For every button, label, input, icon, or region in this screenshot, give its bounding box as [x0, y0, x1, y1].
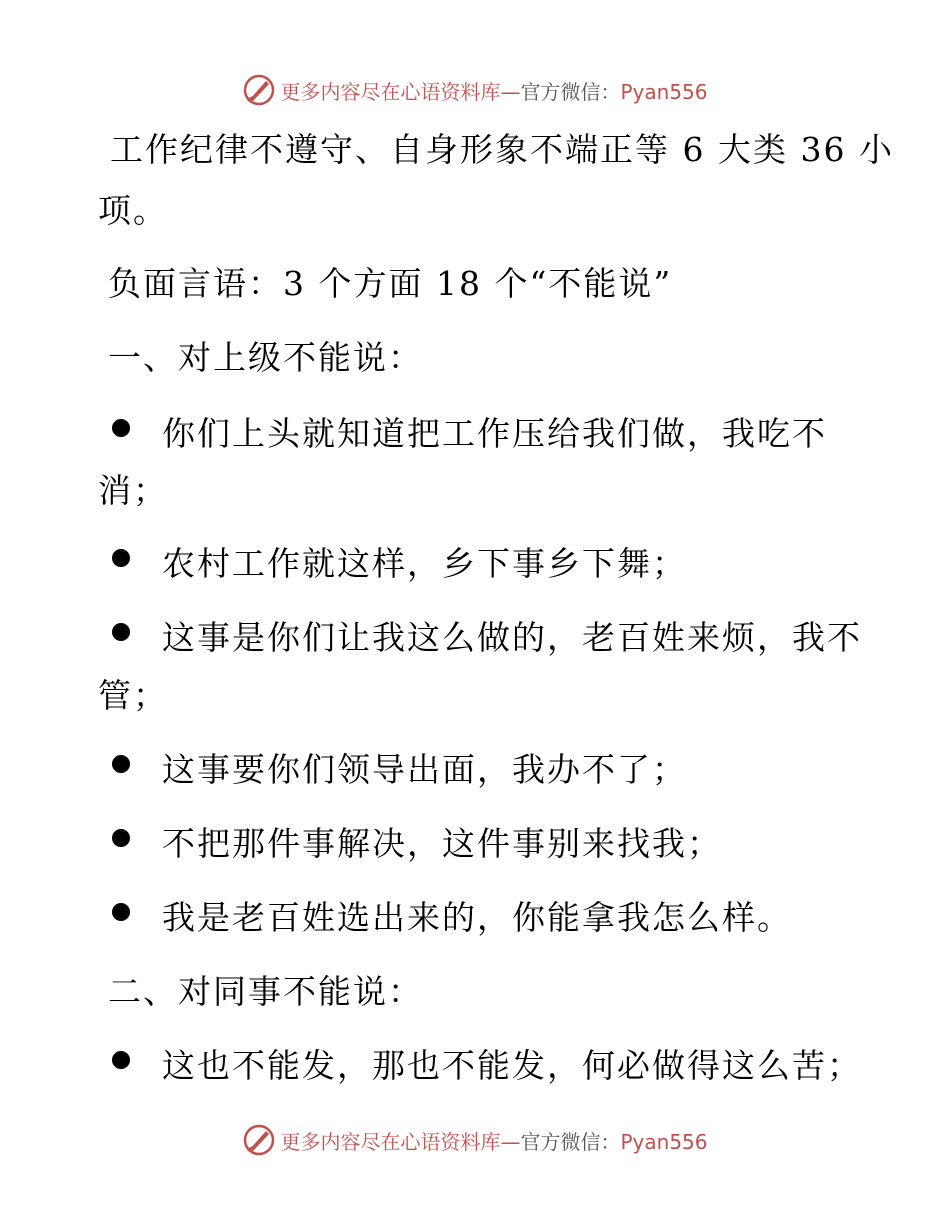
- bullet-icon: [112, 903, 130, 921]
- watermark-text: 更多内容尽在心语资料库—: [280, 79, 521, 104]
- bullet-icon: [112, 1051, 130, 1069]
- section-intro: 负面言语：3 个方面 18 个“不能说”: [108, 264, 673, 303]
- quill-logo-icon: [242, 1123, 276, 1157]
- watermark-text: 更多内容尽在心语资料库—: [280, 1129, 521, 1154]
- footer-watermark: [0, 1120, 950, 1160]
- section-heading: 二、对同事不能说：: [108, 972, 423, 1011]
- watermark-id: Pyan556: [620, 1129, 708, 1154]
- section-heading: 一、对上级不能说：: [108, 338, 423, 377]
- watermark-label: 官方微信：: [520, 1129, 621, 1154]
- bullet-icon: [112, 549, 130, 567]
- bullet-icon: [112, 829, 130, 847]
- quill-logo-icon: [242, 73, 276, 107]
- bullet-icon: [112, 419, 130, 437]
- header-watermark: [0, 70, 950, 110]
- body-line: 项。: [98, 191, 168, 230]
- watermark-label: 官方微信：: [520, 79, 621, 104]
- list-item-continuation: 管；: [98, 676, 168, 715]
- bullet-icon: [112, 623, 130, 641]
- body-line: 工作纪律不遵守、自身形象不端正等 6 大类 36 小: [110, 130, 894, 169]
- bullet-icon: [112, 755, 130, 773]
- list-item-continuation: 消；: [98, 471, 168, 510]
- watermark-id: Pyan556: [620, 79, 708, 104]
